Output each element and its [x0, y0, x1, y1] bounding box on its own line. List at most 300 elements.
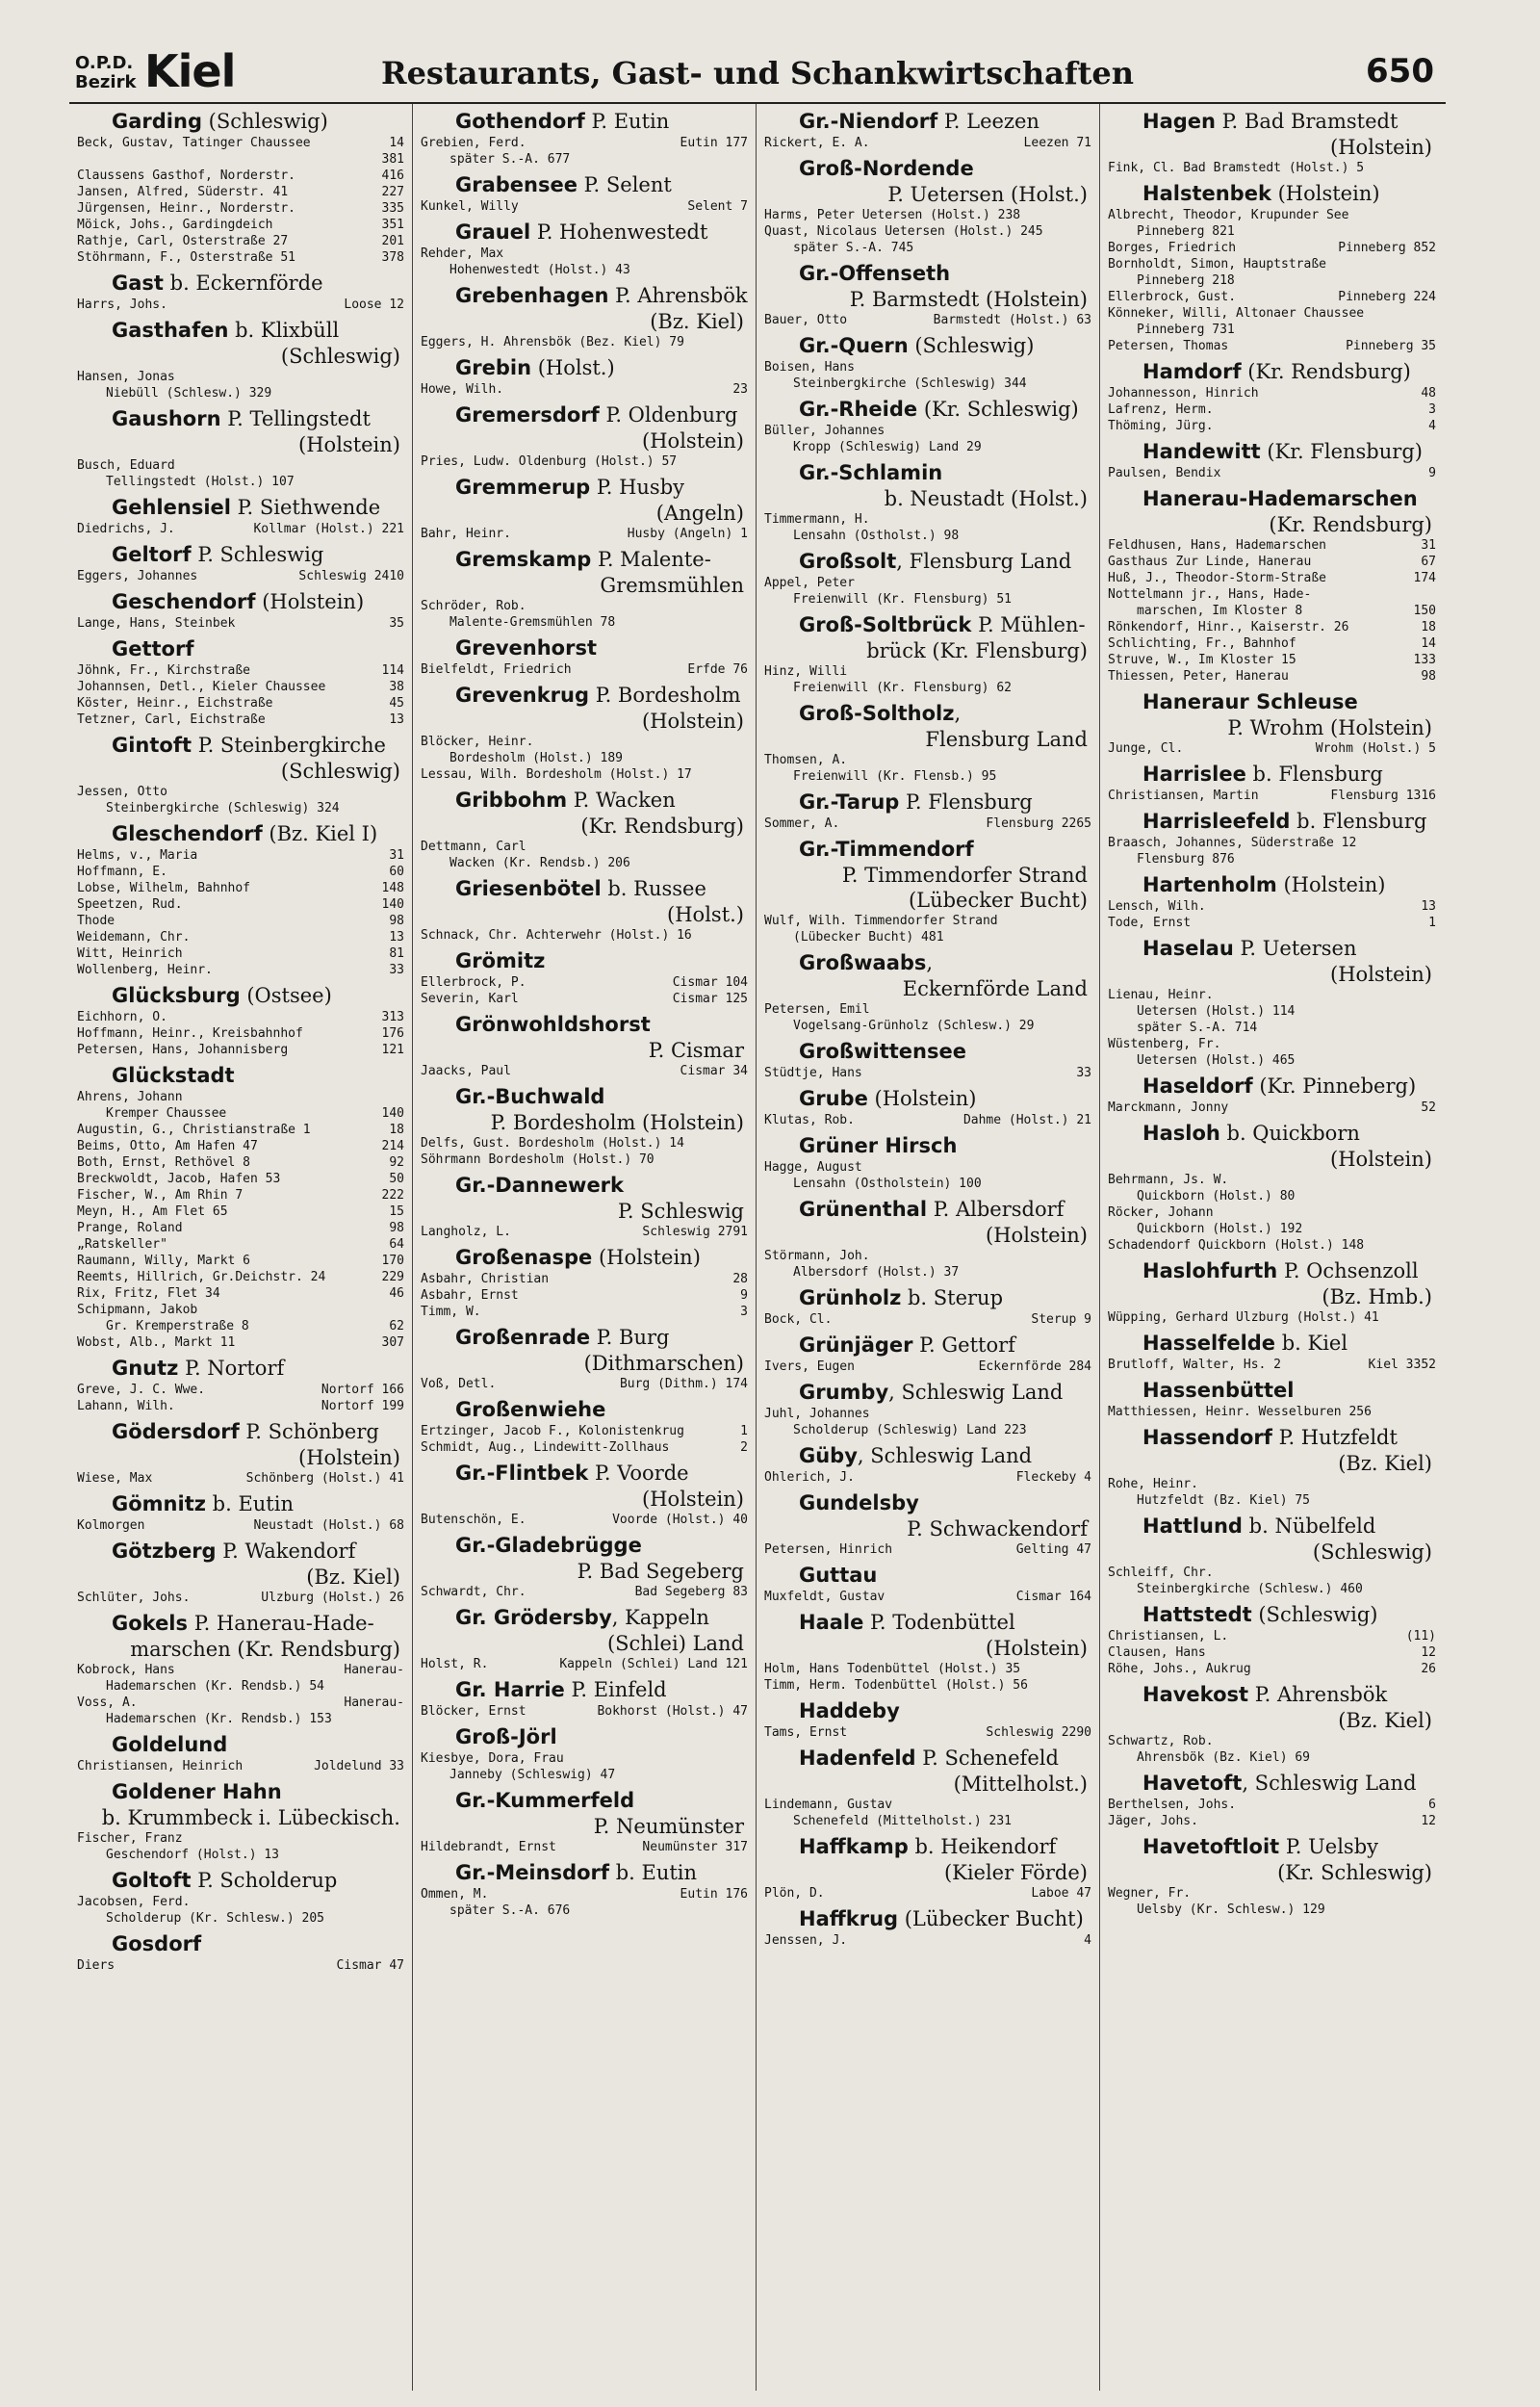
directory-entry — [1108, 486, 1436, 685]
listing-name: Breckwoldt, Jacob, Hafen 53 — [77, 1172, 281, 1186]
listing-phone: Hanerau- — [344, 1695, 404, 1710]
place-heading — [421, 1325, 748, 1351]
listing-line — [77, 1009, 404, 1025]
directory-entry — [77, 1931, 404, 1974]
place-heading — [764, 1490, 1091, 1516]
place-detail: (Kr. Pinneberg) — [1252, 1074, 1417, 1098]
listing-name: Wüpping, Gerhard Ulzburg (Holst.) 41 — [1108, 1310, 1379, 1325]
directory-entry — [1108, 1331, 1436, 1373]
place-name: Gosdorf — [112, 1932, 202, 1955]
place-name: Grünjäger — [799, 1333, 913, 1357]
place-detail: b. Quickborn — [1219, 1122, 1360, 1145]
listing-name: Holm, Hans Todenbüttel (Holst.) 35 — [764, 1662, 1021, 1676]
place-detail: P. Uetersen — [1233, 937, 1357, 960]
place-name: Geltorf — [112, 543, 192, 566]
listing-name: Claussens Gasthof, Norderstr. — [77, 168, 295, 183]
listing-name: Busch, Eduard — [77, 458, 175, 473]
place-heading — [764, 1563, 1091, 1589]
directory-entry — [1108, 1602, 1436, 1677]
listing-name: Albrecht, Theodor, Krupunder See — [1108, 208, 1349, 222]
place-detail: (Holstein) — [592, 1246, 701, 1269]
listing-name: Fischer, Franz — [77, 1831, 183, 1846]
directory-entry — [764, 1133, 1091, 1192]
place-name: Grebenhagen — [455, 284, 609, 307]
place-name: Haseldorf — [1142, 1074, 1253, 1098]
listing-phone: 307 — [381, 1335, 404, 1350]
place-detail: , — [954, 702, 962, 725]
listing-name: Braasch, Johannes, Süderstraße 12 — [1108, 836, 1357, 850]
listing-phone: Schleswig 2791 — [642, 1225, 748, 1239]
listing-name: Niebüll (Schlesw.) 329 — [106, 386, 272, 401]
place-detail: (Ostsee) — [240, 984, 332, 1007]
listing-phone: 335 — [381, 201, 404, 216]
listing-line — [1108, 289, 1436, 305]
directory-entry — [1108, 1834, 1436, 1918]
directory-entry — [421, 1461, 748, 1528]
place-detail: P. Flensburg — [899, 790, 1033, 814]
listing-phone: 52 — [1421, 1100, 1436, 1115]
listing-line — [77, 1171, 404, 1187]
place-subheading: P. Bad Segeberg — [577, 1560, 744, 1583]
place-heading — [77, 1419, 404, 1445]
listing-name: Freienwill (Kr. Flensburg) 51 — [793, 592, 1012, 607]
listing-line — [764, 375, 1091, 392]
place-name: Grabensee — [455, 173, 578, 196]
directory-entry — [1108, 809, 1436, 867]
place-heading — [1108, 1074, 1436, 1100]
listing-phone: 31 — [389, 848, 404, 863]
place-detail: P. Hanerau-Hade- — [188, 1612, 374, 1635]
listing-phone: Fleckeby 4 — [1015, 1470, 1091, 1485]
directory-entry — [421, 1325, 748, 1392]
directory-entry — [764, 1285, 1091, 1328]
place-subheading: P. Bordesholm (Holstein) — [490, 1111, 744, 1134]
place-heading — [1108, 1602, 1436, 1628]
place-heading — [1108, 1331, 1436, 1357]
place-name: Harrislee — [1142, 763, 1246, 786]
listing-name: Jansen, Alfred, Süderstr. 41 — [77, 185, 289, 199]
column-4 — [1100, 104, 1444, 2391]
place-heading — [764, 1285, 1091, 1311]
listing-line — [1108, 1309, 1436, 1326]
listing-phone: 222 — [381, 1188, 404, 1203]
listing-line — [421, 1376, 748, 1392]
directory-entry — [1108, 689, 1436, 757]
place-heading — [764, 397, 1091, 423]
column-3 — [757, 104, 1100, 2391]
listing-line — [77, 1204, 404, 1220]
place-subheading: Gremsmühlen — [600, 574, 744, 597]
place-heading — [1108, 1514, 1436, 1540]
listing-phone: Voorde (Holst.) 40 — [612, 1513, 748, 1527]
place-heading — [421, 1173, 748, 1199]
listing-line — [764, 1469, 1091, 1486]
place-detail: b. Eutin — [609, 1861, 698, 1884]
listing-name: Uetersen (Holst.) 114 — [1137, 1004, 1296, 1019]
listing-name: Kremper Chaussee — [106, 1106, 227, 1121]
place-heading — [421, 1397, 748, 1423]
directory-entry — [77, 983, 404, 1058]
directory-entry — [764, 1380, 1091, 1438]
listing-phone: 12 — [1421, 1645, 1436, 1660]
listing-phone: 81 — [389, 946, 404, 961]
directory-entry — [1108, 1378, 1436, 1420]
place-subheading: P. Wrohm (Holstein) — [1227, 716, 1432, 739]
place-heading — [764, 612, 1091, 638]
place-heading — [77, 1356, 404, 1382]
listing-line — [77, 184, 404, 200]
listing-phone: Schönberg (Holst.) 41 — [245, 1471, 404, 1486]
place-detail: (Kr. Rendsburg) — [1241, 360, 1411, 383]
listing-phone: Nortorf 199 — [321, 1399, 404, 1413]
city-name: Kiel — [144, 45, 236, 97]
listing-phone: 381 — [381, 152, 404, 167]
listing-name: Bornholdt, Simon, Hauptstraße — [1108, 257, 1326, 272]
place-name: Hasloh — [1142, 1122, 1220, 1145]
place-name: Gr.-Schlamin — [799, 461, 943, 484]
listing-line — [764, 768, 1091, 785]
place-subheading: (Kr. Rendsburg) — [1269, 513, 1432, 536]
place-name: Großsolt — [799, 550, 897, 573]
listing-line — [77, 1711, 404, 1727]
listing-line — [1108, 851, 1436, 867]
listing-line — [77, 474, 404, 490]
place-heading — [1108, 689, 1436, 715]
columns — [69, 104, 1446, 2391]
listing-name: Ahrensbök (Bz. Kiel) 69 — [1137, 1750, 1311, 1765]
listing-name: Timm, Herm. Todenbüttel (Holst.) 56 — [764, 1678, 1028, 1693]
place-name: Grumby — [799, 1381, 889, 1404]
place-heading — [764, 460, 1091, 486]
listing-phone: Cismar 104 — [672, 975, 748, 990]
place-heading — [421, 1461, 748, 1487]
place-name: Gömnitz — [112, 1492, 206, 1515]
listing-name: Janneby (Schleswig) 47 — [449, 1768, 616, 1782]
place-heading — [421, 1677, 748, 1703]
listing-line — [1108, 1020, 1436, 1036]
place-heading — [764, 701, 1091, 727]
listing-line — [421, 334, 748, 350]
listing-name: Voss, A. — [77, 1695, 138, 1710]
listing-phone: Leezen 71 — [1023, 136, 1091, 150]
place-heading — [764, 1086, 1091, 1112]
listing-line — [77, 233, 404, 249]
place-detail: (Holst.) — [531, 356, 615, 379]
listing-name: Boisen, Hans — [764, 360, 855, 375]
place-subheading: brück (Kr. Flensburg) — [866, 639, 1088, 662]
place-subheading: P. Uetersen (Holst.) — [887, 183, 1088, 206]
listing-phone: Neumünster 317 — [642, 1840, 748, 1854]
listing-phone: Selent 7 — [687, 199, 748, 214]
place-heading — [421, 172, 748, 198]
place-heading — [77, 589, 404, 615]
place-detail: b. Flensburg — [1245, 763, 1383, 786]
listing-name: Ivers, Eugen — [764, 1359, 855, 1374]
listing-line — [77, 1894, 404, 1910]
listing-line — [1108, 305, 1436, 322]
listing-line — [77, 1334, 404, 1351]
listing-phone: (11) — [1405, 1629, 1436, 1643]
listing-name: Blöcker, Ernst — [421, 1704, 526, 1719]
place-heading — [1108, 1121, 1436, 1147]
listing-phone: Bokhorst (Holst.) 47 — [597, 1704, 748, 1719]
place-subheading: (Dithmarschen) — [583, 1352, 744, 1375]
place-subheading: (Schleswig) — [280, 760, 400, 783]
listing-phone: Burg (Dithm.) 174 — [619, 1377, 748, 1391]
listing-phone: Cismar 164 — [1015, 1590, 1091, 1604]
listing-phone: 33 — [1076, 1066, 1091, 1080]
place-heading — [1108, 181, 1436, 207]
listing-line — [764, 528, 1091, 544]
place-heading — [421, 109, 748, 135]
listing-phone: 174 — [1413, 571, 1436, 585]
place-detail: (Holstein) — [255, 590, 365, 613]
listing-line — [764, 1159, 1091, 1176]
listing-line — [77, 1220, 404, 1236]
listing-line — [1108, 1172, 1436, 1188]
listing-name: Schröder, Rob. — [421, 599, 526, 613]
place-name: Havekost — [1142, 1683, 1249, 1706]
listing-phone: Cismar 47 — [336, 1958, 404, 1973]
listing-line — [77, 151, 404, 168]
listing-line — [421, 1152, 748, 1168]
place-name: Hassenbüttel — [1142, 1379, 1295, 1402]
listing-name: Kunkel, Willy — [421, 199, 519, 214]
listing-line — [1108, 1628, 1436, 1644]
listing-line — [77, 1154, 404, 1171]
listing-name: Wacken (Kr. Rendsb.) 206 — [449, 856, 630, 870]
place-name: Gr.-Quern — [799, 334, 909, 357]
listing-line — [764, 1311, 1091, 1328]
listing-line — [1108, 1100, 1436, 1116]
listing-line — [1108, 223, 1436, 240]
place-name: Grevenkrug — [455, 684, 590, 707]
listing-line — [764, 1589, 1091, 1605]
listing-line — [421, 750, 748, 766]
listing-line — [1108, 1749, 1436, 1766]
listing-name: Wollenberg, Heinr. — [77, 963, 213, 977]
place-detail: P. Einfeld — [564, 1678, 667, 1701]
place-subheading: (Holstein) — [986, 1224, 1088, 1247]
place-subheading: (Bz. Hmb.) — [1322, 1285, 1432, 1308]
listing-line — [77, 1269, 404, 1285]
place-detail: (Holstein) — [1276, 873, 1386, 896]
listing-line — [764, 1661, 1091, 1677]
place-heading — [1108, 872, 1436, 898]
directory-entry — [764, 333, 1091, 392]
listing-line — [764, 312, 1091, 328]
listing-name: Howe, Wilh. — [421, 382, 504, 397]
listing-name: Marckmann, Jonny — [1108, 1100, 1229, 1115]
listing-name: Petersen, Emil — [764, 1002, 870, 1017]
listing-name: Lafrenz, Herm. — [1108, 402, 1214, 417]
listing-name: Jaacks, Paul — [421, 1064, 511, 1078]
directory-entry — [421, 1533, 748, 1600]
place-name: Gremskamp — [455, 548, 592, 571]
listing-line — [77, 521, 404, 537]
listing-line — [77, 864, 404, 880]
listing-phone: 38 — [389, 680, 404, 694]
listing-line — [764, 1885, 1091, 1902]
place-heading — [764, 1834, 1091, 1860]
listing-name: Hutzfeldt (Bz. Kiel) 75 — [1137, 1493, 1311, 1508]
listing-line — [421, 1304, 748, 1320]
place-heading — [764, 1197, 1091, 1223]
listing-line — [1108, 603, 1436, 619]
listing-name: Schadendorf Quickborn (Holst.) 148 — [1108, 1238, 1365, 1253]
directory-entry — [77, 1611, 404, 1727]
listing-phone: 176 — [381, 1026, 404, 1041]
directory-entry — [764, 460, 1091, 544]
place-name: Gothendorf — [455, 110, 585, 133]
listing-line — [421, 839, 748, 855]
listing-phone: 1 — [1428, 916, 1436, 930]
listing-phone: Cismar 34 — [680, 1064, 748, 1078]
listing-name: Wegner, Fr. — [1108, 1886, 1192, 1901]
listing-name: Hagge, August — [764, 1160, 862, 1175]
listing-line — [421, 198, 748, 215]
listing-name: Köster, Heinr., Eichstraße — [77, 696, 273, 711]
place-subheading: P. Neumünster — [593, 1815, 744, 1838]
listing-phone: 140 — [381, 1106, 404, 1121]
listing-name: Severin, Karl — [421, 992, 519, 1006]
place-name: Grünholz — [799, 1286, 902, 1309]
place-detail: P. Ochsenzoll — [1277, 1259, 1419, 1282]
listing-name: Thiessen, Peter, Hanerau — [1108, 669, 1289, 684]
listing-phone: 201 — [381, 234, 404, 248]
directory-entry — [764, 1610, 1091, 1694]
place-subheading: marschen (Kr. Rendsburg) — [130, 1638, 400, 1661]
listing-line — [1108, 1404, 1436, 1420]
place-detail: P. Wakendorf — [216, 1540, 356, 1563]
place-heading — [421, 788, 748, 814]
place-heading — [77, 636, 404, 662]
place-heading — [764, 837, 1091, 863]
listing-name: Speetzen, Rud. — [77, 897, 183, 912]
listing-name: Diers — [77, 1958, 116, 1973]
listing-name: Asbahr, Ernst — [421, 1288, 519, 1303]
directory-entry — [764, 1834, 1091, 1902]
listing-line — [77, 457, 404, 474]
listing-phone: 48 — [1421, 386, 1436, 401]
listing-phone: Eutin 176 — [680, 1887, 748, 1902]
listing-line — [1108, 619, 1436, 635]
listing-name: Timmermann, H. — [764, 512, 870, 527]
listing-phone: Flensburg 2265 — [986, 816, 1091, 831]
listing-name: Jürgensen, Heinr., Norderstr. — [77, 201, 295, 216]
directory-entry — [764, 1563, 1091, 1605]
listing-line — [764, 1932, 1091, 1949]
listing-name: Scholderup (Kr. Schlesw.) 205 — [106, 1911, 324, 1926]
listing-phone: 9 — [1428, 466, 1436, 480]
listing-line — [77, 896, 404, 913]
listing-line — [77, 615, 404, 632]
place-subheading: Eckernförde Land — [902, 977, 1088, 1000]
listing-name: Petersen, Hans, Johannisberg — [77, 1043, 289, 1057]
listing-name: Malente-Gremsmühlen 78 — [449, 615, 616, 630]
place-detail: b. Russee — [601, 877, 706, 900]
place-subheading: b. Krummbeck i. Lübeckisch. — [101, 1806, 400, 1829]
listing-phone: Nortorf 166 — [321, 1383, 404, 1397]
place-name: Goldener Hahn — [112, 1780, 282, 1803]
listing-phone: Husby (Angeln) 1 — [627, 527, 748, 541]
listing-line — [77, 1398, 404, 1414]
place-heading — [764, 1333, 1091, 1359]
directory-entry — [421, 1860, 748, 1919]
listing-name: Reemts, Hillrich, Gr.Deichstr. 24 — [77, 1270, 326, 1284]
place-heading — [764, 1698, 1091, 1724]
listing-line — [1108, 322, 1436, 338]
listing-name: Stüdtje, Hans — [764, 1066, 862, 1080]
listing-name: Berthelsen, Johs. — [1108, 1798, 1237, 1812]
place-name: Garding — [112, 110, 202, 133]
listing-phone: 9 — [740, 1288, 748, 1303]
listing-name: Scholderup (Schleswig) Land 223 — [793, 1423, 1027, 1437]
listing-name: Rathje, Carl, Osterstraße 27 — [77, 234, 289, 248]
place-name: Gleschendorf — [112, 822, 263, 845]
listing-line — [77, 135, 404, 151]
listing-line — [421, 855, 748, 871]
listing-name: Both, Ernst, Rethövel 8 — [77, 1155, 251, 1170]
listing-line — [77, 1285, 404, 1302]
listing-name: Uetersen (Holst.) 465 — [1137, 1053, 1296, 1068]
directory-entry — [764, 701, 1091, 785]
place-detail: P. Burg — [590, 1326, 670, 1349]
directory-entry — [764, 549, 1091, 608]
listing-name: Lindemann, Gustav — [764, 1798, 893, 1812]
place-heading — [1108, 1771, 1436, 1797]
listing-name: Rönkendorf, Hinr., Kaiserstr. 26 — [1108, 620, 1349, 634]
listing-phone: 46 — [389, 1286, 404, 1301]
listing-name: Quickborn (Holst.) 192 — [1137, 1222, 1303, 1236]
listing-name: Bordesholm (Holst.) 189 — [449, 751, 624, 765]
listing-line — [764, 663, 1091, 680]
listing-phone: Pinneberg 224 — [1338, 290, 1436, 304]
listing-name: Thomsen, A. — [764, 753, 848, 767]
listing-name: Appel, Peter — [764, 576, 855, 590]
place-detail: b. Heikendorf — [908, 1835, 1057, 1858]
place-name: Goldelund — [112, 1733, 228, 1756]
directory-entry — [764, 837, 1091, 945]
listing-phone: 150 — [1413, 604, 1436, 618]
listing-line — [764, 1248, 1091, 1264]
place-subheading: (Holstein) — [298, 1446, 400, 1469]
place-heading — [421, 1012, 748, 1038]
listing-line — [1108, 537, 1436, 554]
listing-name: Lessau, Wilh. Bordesholm (Holst.) 17 — [421, 767, 692, 782]
listing-name: Harrs, Johs. — [77, 298, 167, 312]
listing-name: Steinbergkirche (Schleswig) 324 — [106, 801, 340, 815]
listing-name: Röcker, Johann — [1108, 1205, 1214, 1220]
listing-line — [1108, 1052, 1436, 1069]
listing-name: Pinneberg 821 — [1137, 224, 1235, 239]
place-subheading: P. Barmstedt (Holstein) — [849, 288, 1088, 311]
place-heading — [77, 271, 404, 297]
listing-name: Raumann, Willy, Markt 6 — [77, 1254, 251, 1268]
listing-phone: 13 — [389, 712, 404, 727]
place-subheading: (Schleswig) — [1312, 1540, 1432, 1564]
place-detail: P. Eutin — [584, 110, 670, 133]
listing-name: Stöhrmann, F., Osterstraße 51 — [77, 250, 295, 265]
listing-line — [764, 1065, 1091, 1081]
place-name: Harrisleefeld — [1142, 810, 1291, 833]
listing-name: Helms, v., Maria — [77, 848, 198, 863]
listing-name: Behrmann, Js. W. — [1108, 1173, 1229, 1187]
listing-phone: Eckernförde 284 — [978, 1359, 1091, 1374]
directory-entry — [421, 355, 748, 398]
listing-line — [421, 927, 748, 944]
place-name: Gr.-Niendorf — [799, 110, 938, 133]
